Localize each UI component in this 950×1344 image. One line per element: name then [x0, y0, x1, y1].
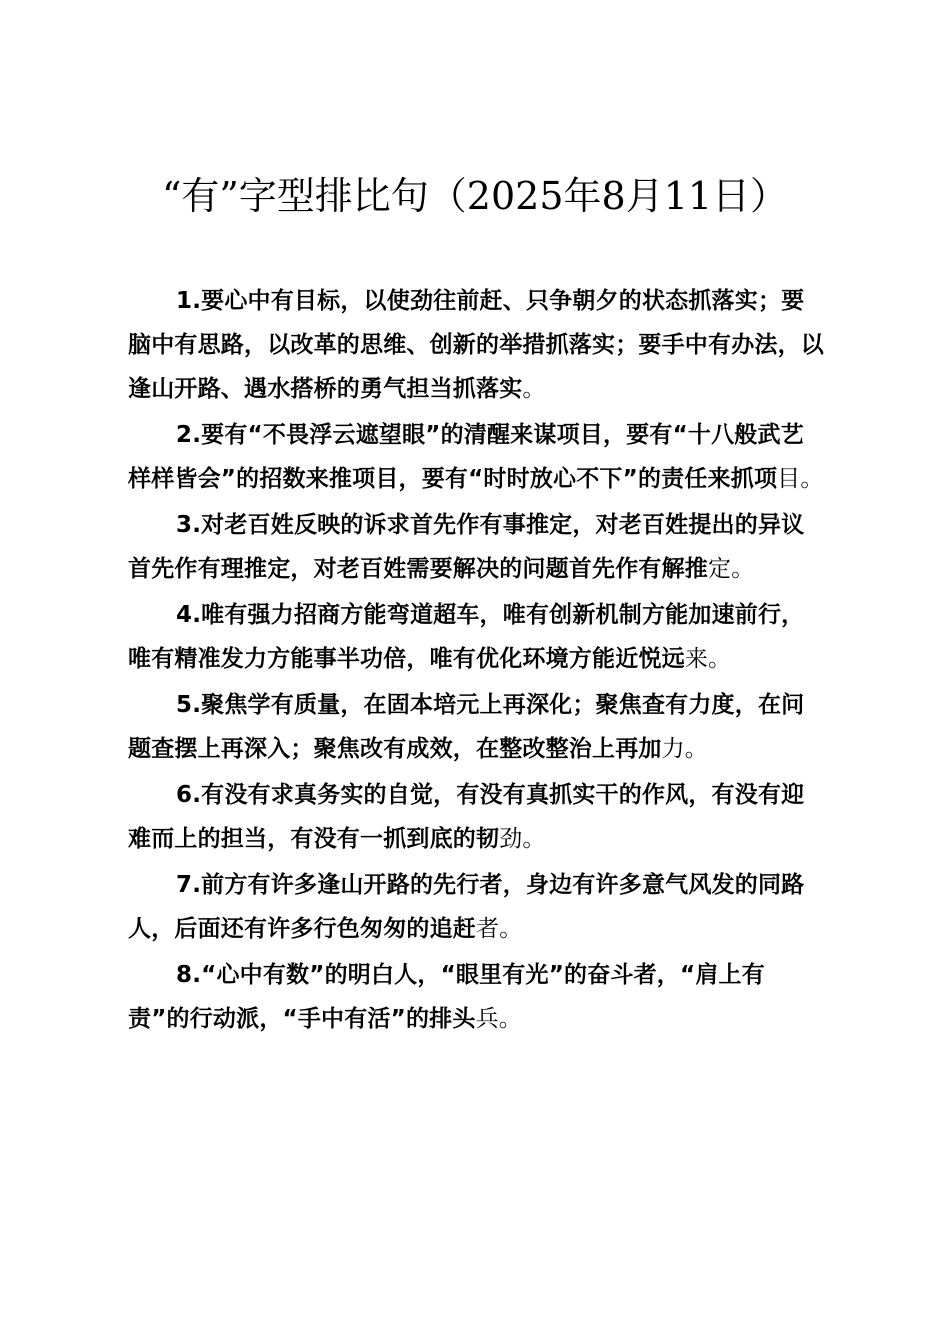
item-tail: 目。: [777, 466, 824, 492]
item-text: 4.唯有强力招商方能弯道超车，唯有创新机制方能加速前行，唯有精准发力方能事半功倍，唯有优化环境方能近悦远: [128, 602, 805, 672]
item-text: 6.有没有求真务实的自觉，有没有真抓实干的作风，有没有迎难而上的担当，有没有一抓到底的韧: [128, 782, 805, 852]
item-tail: 力。: [661, 736, 709, 762]
item-text: 3.对老百姓反映的诉求首先作有事推定，对老百姓提出的异议首先作有理推定，对老百姓需要解决的问题首先作有解推: [128, 512, 805, 582]
item-tail: 定。: [708, 556, 755, 582]
list-item: [128, 413, 824, 501]
list-item: [128, 953, 824, 1041]
item-tail: 。: [522, 376, 546, 402]
list-item: [128, 863, 824, 951]
list-item: [128, 593, 824, 681]
item-text: 7.前方有许多逢山开路的先行者，身边有许多意气风发的同路人，后面还有许多行色匆匆的追赶: [128, 872, 805, 942]
item-text: 5.聚焦学有质量，在固本培元上再深化；聚焦查有力度，在问题查摆上再深入；聚焦改有成效，在整改整治上再加: [128, 692, 805, 762]
list-item: [128, 773, 824, 861]
item-tail: 兵。: [475, 1006, 522, 1032]
sentence-list: [128, 279, 824, 1043]
item-tail: 劲。: [499, 826, 546, 852]
list-item: [128, 503, 824, 591]
item-tail: 者。: [476, 916, 523, 942]
list-item: [128, 279, 824, 411]
item-text: 1.要心中有目标，以使劲往前赶、只争朝夕的状态抓落实；要脑中有思路，以改革的思维、创新的举措抓落实；要手中有办法，以逢山开路、遇水搭桥的勇气担当抓落实: [128, 288, 824, 402]
item-text: 8.“心中有数”的明白人，“眼里有光”的奋斗者，“肩上有责”的行动派，“手中有活”的排头: [128, 962, 765, 1032]
list-item: [128, 683, 824, 771]
document-title: “有”字型排比句（2025年8月11日）: [161, 174, 789, 218]
item-tail: 来。: [684, 646, 732, 672]
item-text: 2.要有“不畏浮云遮望眼”的清醒来谋项目，要有“十八般武艺样样皆会”的招数来推项目，要有“时时放心不下”的责任来抓项: [128, 422, 804, 492]
